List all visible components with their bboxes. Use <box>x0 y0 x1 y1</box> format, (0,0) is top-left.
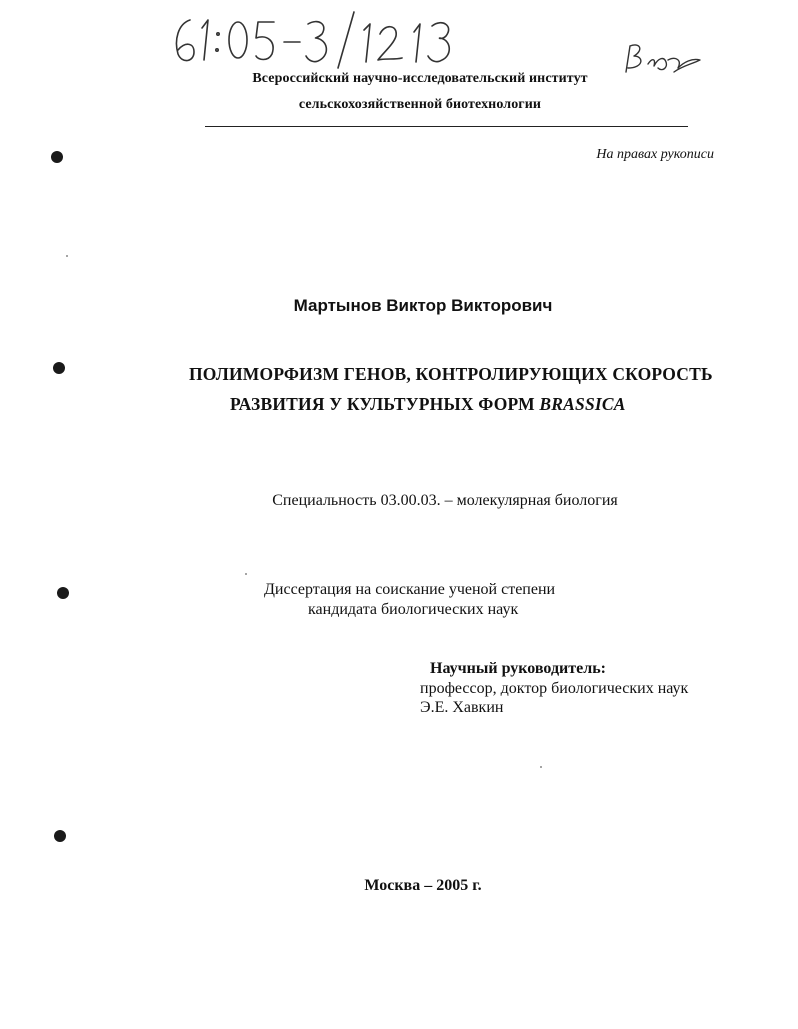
punch-hole <box>51 151 63 163</box>
punch-hole <box>54 830 66 842</box>
rights-note: На правах рукописи <box>596 147 714 162</box>
scan-speck <box>540 766 542 768</box>
scan-speck <box>66 255 68 257</box>
scan-speck <box>245 573 247 575</box>
dissertation-line-2: кандидата биологических наук <box>308 601 519 618</box>
specialty: Специальность 03.00.03. – молекулярная биология <box>272 492 618 509</box>
handwritten-archive-number <box>168 10 498 70</box>
supervisor-heading: Научный руководитель: <box>430 660 606 677</box>
title-line-2-text: РАЗВИТИЯ У КУЛЬТУРНЫХ ФОРМ <box>230 394 540 414</box>
institute-line-1: Всероссийский научно-исследовательский институт <box>252 71 588 86</box>
city-year: Москва – 2005 г. <box>364 877 482 894</box>
supervisor-name: Э.Е. Хавкин <box>420 699 504 716</box>
punch-hole <box>53 362 65 374</box>
author-name: Мартынов Виктор Викторович <box>293 296 553 315</box>
header-divider <box>205 126 688 127</box>
dissertation-line-1: Диссертация на соискание ученой степени <box>264 581 556 598</box>
punch-hole <box>57 587 69 599</box>
title-line-2 <box>230 394 626 415</box>
title-line-1: ПОЛИМОРФИЗМ ГЕНОВ, КОНТРОЛИРУЮЩИХ СКОРОСТЬ <box>189 364 713 384</box>
institute-line-2: сельскохозяйственной биотехнологии <box>298 97 542 112</box>
supervisor-position: профессор, доктор биологических наук <box>420 680 689 697</box>
title-genus: BRASSICA <box>539 394 626 414</box>
